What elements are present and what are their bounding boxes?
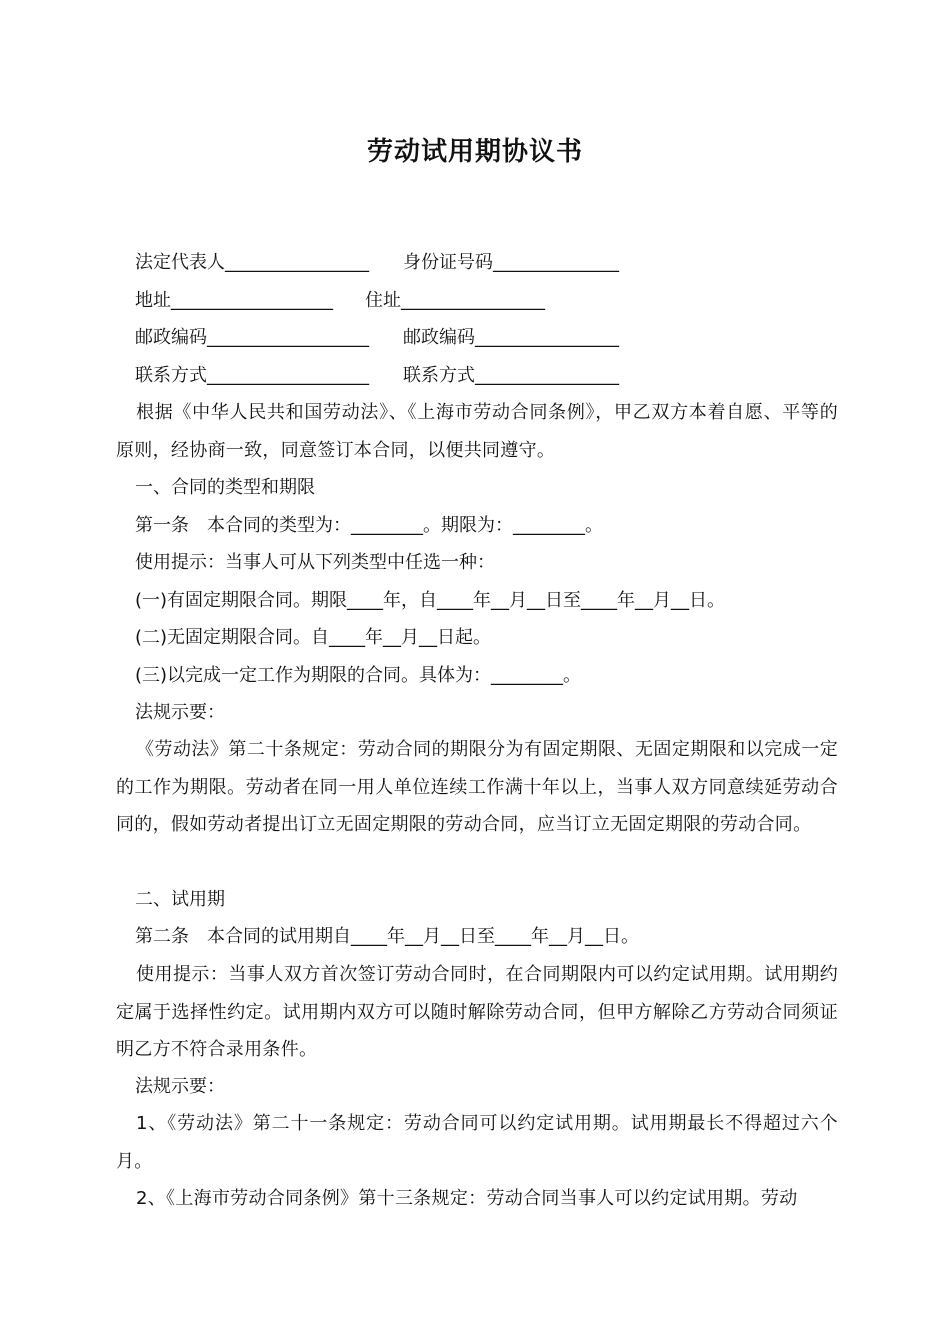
intro-paragraph: 根据《中华人民共和国劳动法》、《上海市劳动合同条例》，甲乙双方本着自愿、平等的原则，经协商一致，同意签订本合同，以便共同遵守。 bbox=[116, 402, 838, 461]
option-open-term: (二)无固定期限合同。自____年__月__日起。 bbox=[135, 627, 492, 648]
article1-text: 第一条 本合同的类型为：________。期限为：________。 bbox=[135, 515, 603, 536]
usage-tip-1: 使用提示：当事人可从下列类型中任选一种： bbox=[135, 552, 495, 573]
legal-note-paragraph-1: 《劳动法》第二十条规定：劳动合同的期限分为有固定期限、无固定期限和以完成一定的工作为期限。劳动者在同一用人单位连续工作满十年以上，当事人双方同意续延劳动合同的，假如劳动者提出订立无固定期限的劳动合同，应当订立无固定期限的劳动合同。 bbox=[116, 739, 838, 835]
article2-text: 第二条 本合同的试用期自____年__月__日至____年__月__日。 bbox=[135, 926, 639, 947]
section2-heading: 二、试用期 bbox=[135, 889, 225, 910]
usage-tip-2: 使用提示：当事人双方首次签订劳动合同时，在合同期限内可以约定试用期。试用期约定属于选择性约定。试用期内双方可以随时解除劳动合同，但甲方解除乙方劳动合同须证明乙方不符合录用条件。 bbox=[116, 964, 838, 1060]
option-fixed-term: (一)有固定期限合同。期限____年，自____年__月__日至____年__月__日。 bbox=[135, 590, 726, 611]
contact-field-b: 联系方式________________ bbox=[403, 365, 619, 386]
option-task-term: (三)以完成一定工作为期限的合同。具体为：________。 bbox=[135, 665, 582, 686]
id-number-field: 身份证号码______________ bbox=[403, 252, 619, 273]
postcode-field-b: 邮政编码________________ bbox=[403, 327, 619, 348]
legal-note-heading-2: 法规示要： bbox=[135, 1076, 225, 1097]
residence-field: 住址________________ bbox=[365, 290, 545, 311]
contact-field-a: 联系方式__________________ bbox=[135, 365, 369, 386]
legal-note-item-2: 2、《上海市劳动合同条例》第十三条规定：劳动合同当事人可以约定试用期。劳动 bbox=[136, 1188, 798, 1209]
document-title: 劳动试用期协议书 bbox=[366, 137, 583, 167]
address-field: 地址__________________ bbox=[135, 290, 333, 311]
legal-note-item-1: 1、《劳动法》第二十一条规定：劳动合同可以约定试用期。试用期最长不得超过六个月。 bbox=[116, 1113, 838, 1172]
legal-note-heading-1: 法规示要： bbox=[135, 702, 225, 723]
legal-representative-field: 法定代表人________________ bbox=[135, 252, 369, 273]
section1-heading: 一、合同的类型和期限 bbox=[135, 477, 315, 498]
postcode-field-a: 邮政编码__________________ bbox=[135, 327, 369, 348]
